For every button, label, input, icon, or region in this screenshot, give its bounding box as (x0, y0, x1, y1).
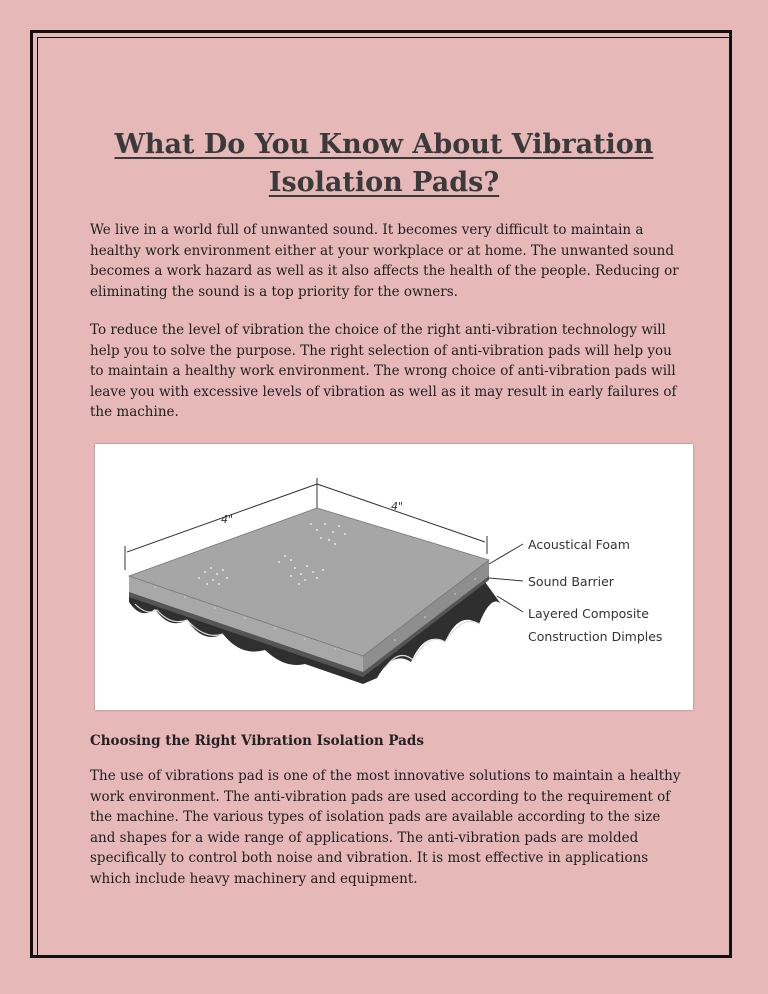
paragraph-vibration: To reduce the level of vibration the choice of the right anti-vibration technology will help you to solve the purpose. The right selection of anti-vibration pads will help you to maintain a healthy work environment. The wrong choice of anti-vibration pads will leave you with excessive levels of vibration as well as it may result in early failures of the machine. (90, 322, 677, 420)
document-title: What Do You Know About Vibration Isolation Pads? (114, 129, 654, 198)
paragraph-intro: We live in a world full of unwanted sound. It becomes very difficult to maintain a healthy work environment either at your workplace or at home. The unwanted sound becomes a work hazard as well as it also affects the health of the people. Reducing or eliminating the sound is a top priority for the owners. (90, 222, 679, 300)
label-layered-composite: Layered Composite (528, 606, 649, 621)
paragraph-choosing: The use of vibrations pad is one of the most innovative solutions to maintain a healthy work environment. The anti-vibration pads are used according to the requirement of the machine. The various types of isolation pads are available according to the size and shapes for a wide range of applications. The anti-vibration pads are molded specifically to control both noise and vibration. It is most effective in applications which include heavy machinery and equipment. (90, 768, 681, 887)
leader-lines (489, 544, 523, 612)
dimension-left-label: 4" (221, 513, 234, 526)
label-sound-barrier: Sound Barrier (528, 574, 614, 589)
dimension-right-label: 4" (391, 500, 404, 513)
label-acoustical-foam: Acoustical Foam (528, 537, 630, 552)
isolation-pad-diagram (95, 444, 693, 710)
label-construction-dimples: Construction Dimples (528, 629, 663, 644)
section-heading: Choosing the Right Vibration Isolation Pads (90, 733, 424, 749)
